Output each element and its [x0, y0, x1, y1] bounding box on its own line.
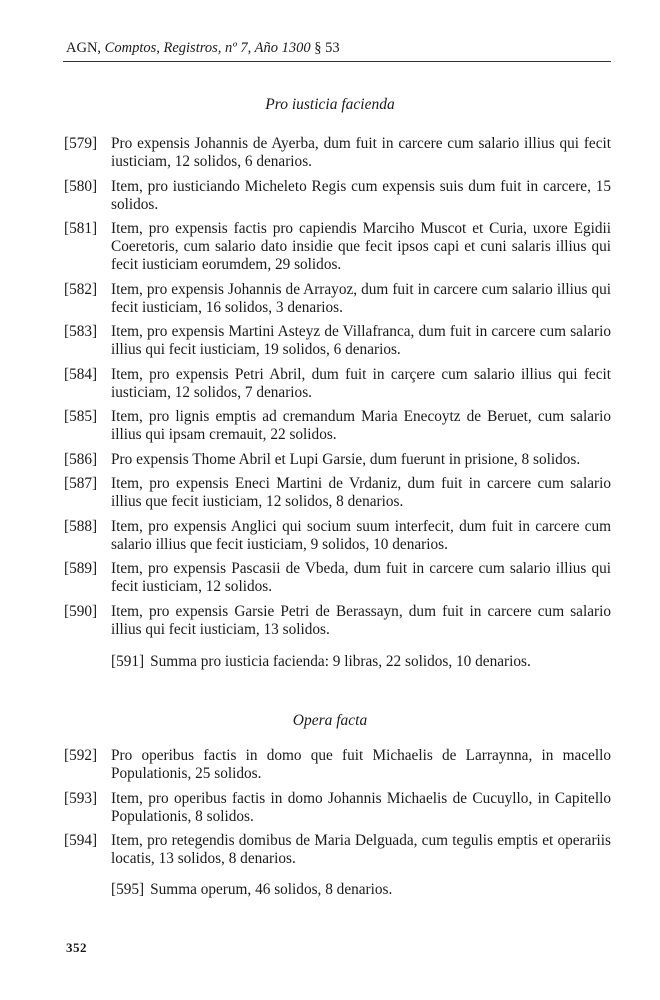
section-title: Opera facta [292, 712, 368, 729]
summa-number: [595] [111, 881, 145, 898]
entry [64, 560, 611, 596]
entry [64, 178, 611, 214]
entry [64, 220, 611, 274]
entry-text: Pro expensis Johannis de Ayerba, dum fuit in carcere cum salario illius qui fecit iusticiam, 12 solidos, 6 denarios. [111, 135, 611, 170]
entry-text: Item, pro expensis factis pro capiendis Marciho Muscot et Curia, uxore Egidii Coeretoris, cum salario dato insidie que fecit ipsos capi et cuni salaris illius qui fecit iusticiam eorumdem, 29 solidos. [111, 220, 611, 273]
entry-number: [586] [64, 450, 98, 468]
entry-number: [582] [64, 280, 98, 298]
entry-text: Item, pro expensis Garsie Petri de Berassayn, dum fuit in carcere cum salario illius qui fecit iusticiam, 13 solidos. [111, 602, 611, 638]
summa-text: Summa pro iusticia facienda: 9 libras, 22 solidos, 10 denarios. [150, 653, 531, 670]
entry [64, 603, 611, 639]
entry-text: Item, pro iusticiando Micheleto Regis cum expensis suis dum fuit in carcere, 15 solidos. [111, 177, 611, 213]
entry-number: [594] [64, 832, 98, 849]
entry-number: [585] [64, 408, 98, 425]
entry-text: Pro expensis Thome Abril et Lupi Garsie, dum fuerunt in prisione, 8 solidos. [111, 450, 581, 468]
summa-text: Summa operum, 46 solidos, 8 denarios. [150, 881, 393, 898]
header-rule [63, 61, 611, 62]
entry-text: Pro operibus factis in domo que fuit Michaelis de Larraynna, in macello Populationis, 25 solidos. [111, 747, 611, 782]
running-head-number: nº 7, [224, 40, 255, 56]
summa-line [111, 881, 392, 899]
entry-text: Item, pro expensis Pascasii de Vbeda, dum fuit in carcere cum salario illius qui fecit iusticiam, 12 solidos. [111, 560, 611, 595]
entry-text: Item, pro lignis emptis ad cremandum Maria Enecoytz de Beruet, cum salario illius qui ipsam cremauit, 22 solidos. [111, 408, 611, 443]
running-head-series: Comptos, Registros, [104, 40, 225, 56]
entry-text: Item, pro expensis Eneci Martini de Vrdaniz, dum fuit in carcere cum salario illius que fecit iusticiam, 12 solidos, 8 denarios. [111, 475, 611, 510]
running-head-prefix: AGN, [66, 40, 105, 56]
entry [64, 323, 611, 359]
entry-text: Item, pro expensis Petri Abril, dum fuit in carçere cum salario illius qui fecit iusticiam, 12 solidos, 7 denarios. [111, 365, 611, 401]
entry-text: Item, pro retegendis domibus de Maria Delguada, cum tegulis emptis et operariis locatis, 13 solidos, 8 denarios. [111, 832, 611, 867]
entry-number: [581] [64, 220, 98, 237]
entry [64, 790, 611, 826]
entry-number: [593] [64, 789, 98, 807]
summa-line [111, 653, 531, 671]
entry [64, 747, 611, 783]
entry [64, 366, 611, 402]
entry-number: [590] [64, 602, 98, 620]
entry-number: [584] [64, 365, 98, 383]
section-title: Pro iusticia facienda [265, 96, 395, 113]
page-number: 352 [66, 940, 87, 955]
entry-number: [580] [64, 177, 98, 195]
running-head-year: Año 1300 [254, 40, 315, 56]
entry-number: [592] [64, 747, 98, 764]
running-head-section: § 53 [314, 40, 340, 56]
entry-number: [587] [64, 475, 98, 492]
entry [64, 832, 611, 868]
entry-text: Item, pro operibus factis in domo Johannis Michaelis de Cucuyllo, in Capitello Populationis, 8 solidos. [111, 789, 611, 825]
entry [64, 408, 611, 444]
entry-text: Item, pro expensis Johannis de Arrayoz, dum fuit in carcere cum salario illius qui fecit iusticiam, 16 solidos, 3 denarios. [111, 280, 611, 316]
entry [64, 135, 611, 171]
summa-number: [591] [111, 653, 145, 670]
entry-number: [579] [64, 135, 98, 152]
entry [64, 518, 611, 554]
entry [64, 475, 611, 511]
entry-list [64, 135, 611, 645]
entry-number: [583] [64, 323, 98, 340]
entry-number: [589] [64, 560, 98, 577]
entry-text: Item, pro expensis Anglici qui socium suum interfecit, dum fuit in carcere cum salario illius que fecit iusticiam, 9 solidos, 10 denarios. [111, 517, 611, 553]
running-head [66, 40, 340, 57]
entry [64, 451, 611, 469]
entry-list [64, 747, 611, 875]
entry-number: [588] [64, 517, 98, 535]
entry-text: Item, pro expensis Martini Asteyz de Villafranca, dum fuit in carcere cum salario illius qui fecit iusticiam, 19 solidos, 6 denarios. [111, 323, 611, 358]
entry [64, 281, 611, 317]
